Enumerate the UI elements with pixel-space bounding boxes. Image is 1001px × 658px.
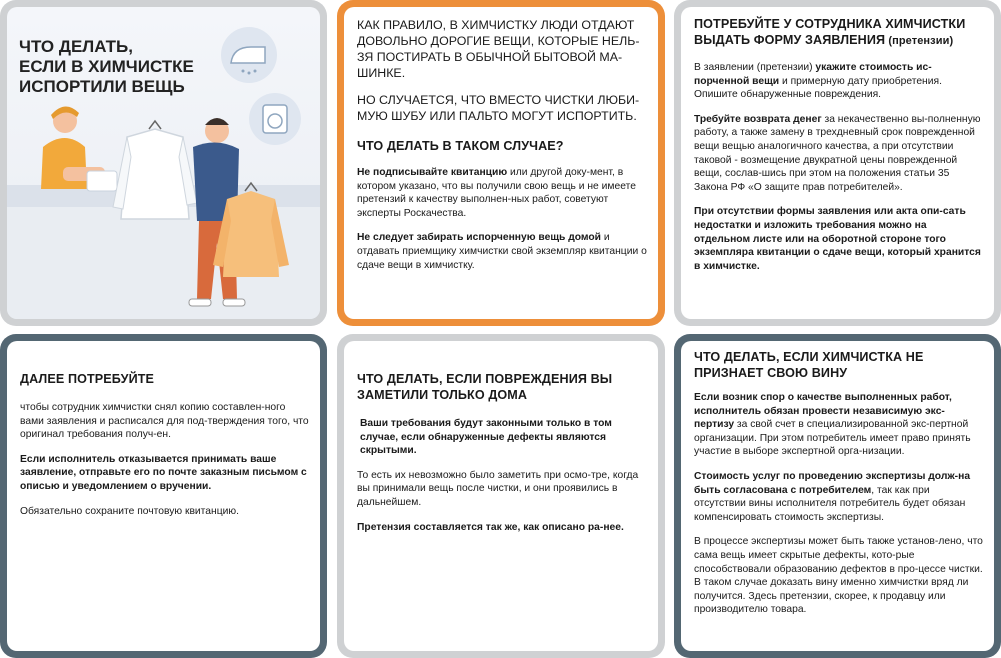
dispute-paragraph-3: В процессе экспертизы может быть также установ-лено, что сама вещь имеет скрытые дефекты, кото-рые способствовали образованию дефектов в про-цессе чистки. В таком случае доказать вину именно химчистки вряд ли получится. Здесь претензии, скорее, к продавцу или производителю товара. [694,536,983,616]
intro-title-line-1: ЧТО ДЕЛАТЬ, [19,37,133,56]
intro-paragraph-1: КАК ПРАВИЛО, В ХИМЧИСТКУ ЛЮДИ ОТДАЮТ ДОВОЛЬНО ДОРОГИЕ ВЕЩИ, КОТОРЫЕ НЕЛЬ-ЗЯ ПОСТИРАТЬ В ОБЫЧНОЙ БЫТОВОЙ МА-ШИНКЕ. [357,18,640,80]
advice-1-text: или другой доку-мент, в котором указано, что вы получили свою вещь и не имеете претензий к качеству выполнен-ных работ, советуют эксперты Роскачества. [357,167,636,219]
dispute-text [694,349,984,628]
dispute-paragraph-2 [694,470,984,524]
dispute-2-text: , так как при отсутствии вины исполнителя потребитель будет обязан компенсировать стоимость экспертизы. [694,484,966,523]
dispute-card-inner [681,341,994,651]
claim-paragraph-3: При отсутствии формы заявления или акта опи-сать недостатки и изложить требования можно на отдельном листе или на оборотной стороне того экземпляра квитанции о сдаче вещи, который хранится в химчистке. [694,206,981,272]
found-at-home-text [357,371,648,545]
claim-form-card-inner [681,7,994,319]
dispute-1-text: за свой счет в специализированной экс-пертной организации. При этом потребитель имеет право принять участие в выборе экспертной орга-низации. [694,419,971,458]
intro-card-inner [7,7,320,319]
advice-2-text: и отдавать приемщику химчистки свой экземпляр квитанции о сдаче вещи в химчистку. [357,232,647,271]
washing-machine-icon [249,93,301,145]
intro-card [0,0,327,326]
found-at-home-paragraph-2: То есть их невозможно было заметить при осмо-тре, когда вы принимали вещь после чистки, и они проявились в дальнейшем. [357,469,639,508]
claim-paragraph-2 [694,113,984,195]
section-heading: ЧТО ДЕЛАТЬ В ТАКОМ СЛУЧАЕ? [357,139,564,153]
found-at-home-card-inner [344,341,658,651]
next-steps-paragraph-2: Если исполнитель отказывается принимать ваше заявление, отправьте его по почте заказным письмом с описью и уведомлением о вручении. [20,453,307,492]
claim-form-heading-main: ПОТРЕБУЙТЕ У СОТРУДНИКА ХИМЧИСТКИ ВЫДАТЬ ФОРМУ ЗАЯВЛЕНИЯ [694,17,966,47]
advice-paragraph-2 [357,231,648,272]
claim-form-heading [694,16,984,49]
found-at-home-card [337,334,665,658]
found-at-home-heading: ЧТО ДЕЛАТЬ, ЕСЛИ ПОВРЕЖДЕНИЯ ВЫ ЗАМЕТИЛИ ТОЛЬКО ДОМА [357,372,613,402]
claim-2-text: за некачественно вы-полненную работу, а также замену в трехдневный срок поврежденной вещи вещью аналогичного качества, а при отсутствии таковой - возмещение двукратной цены поврежденной вещи, сослав-шись при этом на положения статьи 35 Закона РФ «О защите прав потребителей». [694,113,981,193]
intro-title [19,37,194,97]
claim-form-card [674,0,1001,326]
claim-form-heading-extra: (претензии) [885,35,954,47]
iron-icon [221,27,277,83]
claim-2-bold: Требуйте возврата денег [694,113,822,125]
claim-1-text-a: В заявлении (претензии) [694,62,816,73]
claim-paragraph-1 [694,61,984,102]
next-steps-heading: ДАЛЕЕ ПОТРЕБУЙТЕ [20,372,155,386]
next-steps-paragraph-1: чтобы сотрудник химчистки снял копию составлен-ного вами заявления и расписался для под-тверждения того, что оригинал требования получ-ен. [20,402,309,441]
claim-1-bold: укажите стоимость ис-порченной вещи [694,62,932,87]
dispute-2-bold: Стоимость услуг по проведению экспертизы долж-на быть согласована с потребителем [694,470,971,496]
white-shirt [113,121,197,219]
what-happens-text [357,17,648,283]
dispute-heading: ЧТО ДЕЛАТЬ, ЕСЛИ ХИМЧИСТКА НЕ ПРИЗНАЕТ СВОЮ ВИНУ [694,350,924,380]
found-at-home-paragraph-3: Претензия составляется так же, как описано ра-нее. [357,521,624,533]
advice-paragraph-1 [357,166,648,220]
what-happens-card-inner [344,7,658,319]
dispute-card [674,334,1001,658]
claim-form-text [694,16,984,284]
next-steps-paragraph-3: Обязательно сохраните почтовую квитанцию. [20,505,239,517]
intro-paragraph-2: НО СЛУЧАЕТСЯ, ЧТО ВМЕСТО ЧИСТКИ ЛЮБИ-МУЮ ШУБУ ИЛИ ПАЛЬТО МОГУТ ИСПОРТИТЬ. [357,93,640,123]
clerk-figure [41,106,117,191]
next-steps-card-inner [7,341,320,651]
intro-title-line-3: ИСПОРТИЛИ ВЕЩЬ [19,77,185,96]
dispute-1-bold: Если возник спор о качестве выполненных работ, исполнитель обязан провести независимую экс-пертизу [694,392,952,431]
next-steps-text [20,371,310,529]
next-steps-card [0,334,327,658]
what-happens-card [337,0,665,326]
found-at-home-paragraph-1: Ваши требования будут законными только в том случае, если обнаруженные дефекты являются скрытыми. [360,418,612,457]
intro-title-line-2: ЕСЛИ В ХИМЧИСТКЕ [19,57,194,76]
dispute-paragraph-1 [694,391,984,459]
advice-2-bold: Не следует забирать испорченную вещь домой [357,232,601,244]
claim-1-text-b: и примерную дату приобретения. Опишите обнаруженные повреждения. [694,75,942,101]
advice-1-bold: Не подписывайте квитанцию [357,167,508,178]
